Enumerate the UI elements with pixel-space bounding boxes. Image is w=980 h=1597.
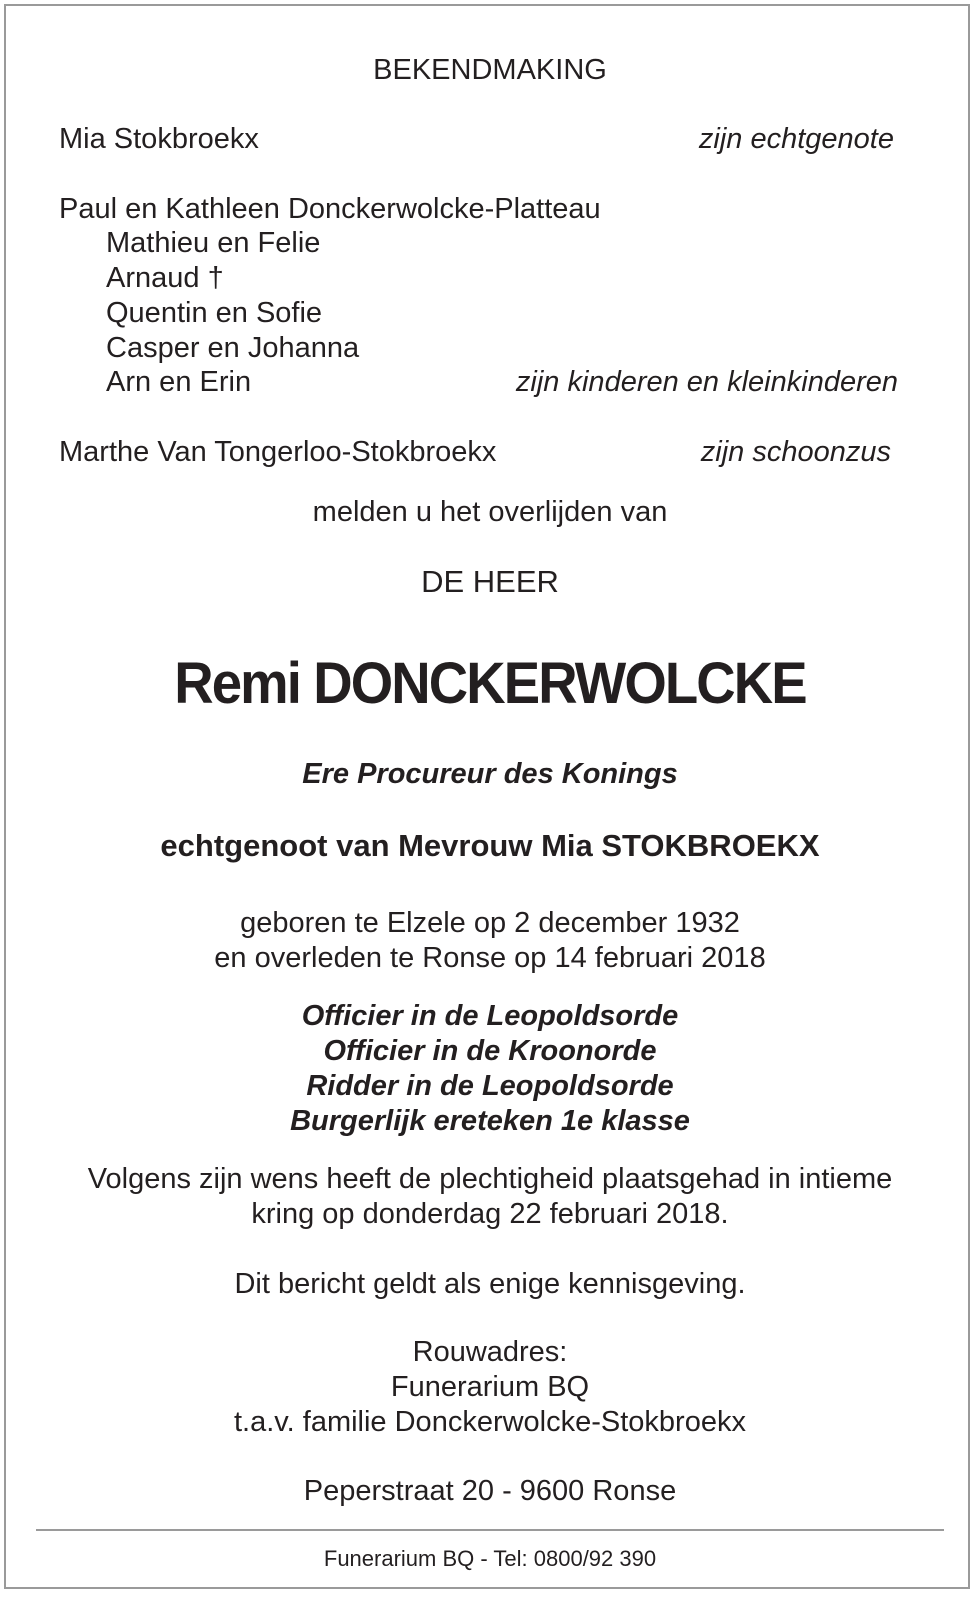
grandchild-line: Quentin en Sofie	[106, 297, 323, 329]
deceased-name: Remi DONCKERWOLCKE	[174, 651, 806, 716]
sister-in-law-relation: zijn schoonzus	[700, 436, 891, 468]
grandchild-line: Mathieu en Felie	[106, 227, 321, 259]
address-attn: t.a.v. familie Donckerwolcke-Stokbroekx	[234, 1406, 746, 1438]
honour-line: Burgerlijk ereteken 1e klasse	[290, 1105, 690, 1137]
ceremony-line: Volgens zijn wens heeft de plechtigheid plaatsgehad in intieme	[87, 1163, 893, 1195]
address-street: Peperstraat 20 - 9600 Ronse	[303, 1475, 677, 1507]
notice-statement: Dit bericht geldt als enige kennisgeving.	[234, 1268, 746, 1300]
footer-divider	[36, 1529, 944, 1531]
footer-text: Funerarium BQ - Tel: 0800/92 390	[323, 1546, 657, 1571]
notice-heading: BEKENDMAKING	[373, 54, 607, 86]
deceased-title: Ere Procureur des Konings	[302, 758, 678, 790]
spouse-relation: zijn echtgenote	[698, 123, 894, 155]
spouse-name: Mia Stokbroekx	[59, 123, 259, 155]
spouse-line: echtgenoot van Mevrouw Mia STOKBROEKX	[160, 828, 820, 863]
death-line: en overleden te Ronse op 14 februari 2018	[214, 942, 766, 974]
honour-line: Ridder in de Leopoldsorde	[306, 1070, 674, 1102]
honour-line: Officier in de Leopoldsorde	[301, 1000, 679, 1032]
address-label: Rouwadres:	[412, 1336, 568, 1368]
sister-in-law-name: Marthe Van Tongerloo-Stokbroekx	[59, 436, 497, 468]
grandchild-line: Arn en Erin	[106, 366, 252, 398]
salutation: DE HEER	[421, 564, 559, 599]
address-org: Funerarium BQ	[390, 1371, 590, 1403]
ceremony-line: kring op donderdag 22 februari 2018.	[251, 1198, 729, 1230]
children-parent: Paul en Kathleen Donckerwolcke-Platteau	[59, 193, 601, 225]
children-relation: zijn kinderen en kleinkinderen	[515, 366, 898, 398]
honour-line: Officier in de Kroonorde	[323, 1035, 657, 1067]
grandchild-line: Arnaud †	[106, 262, 224, 294]
intro-text: melden u het overlijden van	[312, 496, 668, 528]
birth-line: geboren te Elzele op 2 december 1932	[240, 907, 740, 939]
grandchild-line: Casper en Johanna	[106, 332, 360, 364]
